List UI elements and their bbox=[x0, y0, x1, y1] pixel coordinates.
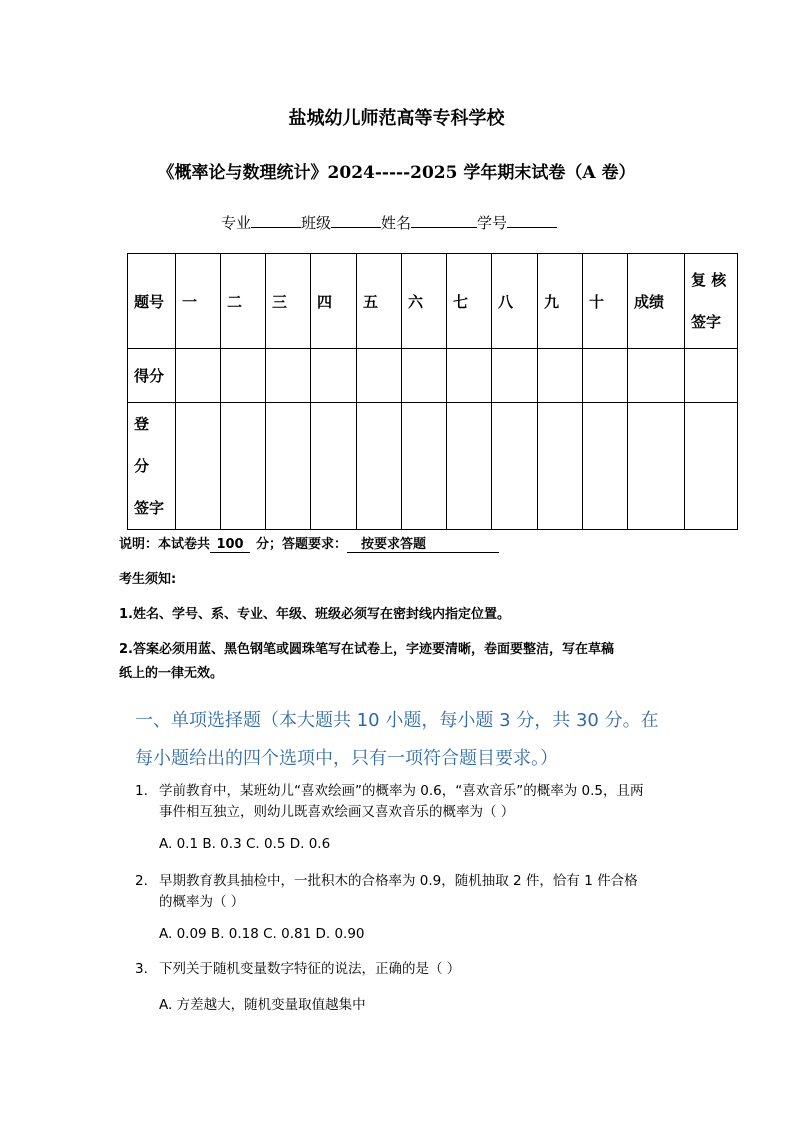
row-label-signature bbox=[128, 403, 176, 530]
col-header: 十 bbox=[583, 254, 628, 349]
score-cell[interactable] bbox=[176, 349, 221, 403]
question-2 bbox=[135, 871, 695, 915]
signature-cell[interactable] bbox=[583, 403, 628, 530]
student-info-line bbox=[221, 212, 557, 233]
class-label: 班级 bbox=[301, 214, 332, 232]
signature-cell[interactable] bbox=[311, 403, 357, 530]
signature-label-line1: 登分 bbox=[134, 415, 156, 475]
notice-rule-1: 1.姓名、学号、系、专业、年级、班级必须写在密封线内指定位置。 bbox=[119, 607, 510, 622]
signature-cell[interactable] bbox=[266, 403, 311, 530]
signature-cell[interactable] bbox=[402, 403, 447, 530]
signature-cell[interactable] bbox=[685, 403, 738, 530]
col-header: 二 bbox=[221, 254, 266, 349]
score-cell[interactable] bbox=[402, 349, 447, 403]
score-cell[interactable] bbox=[311, 349, 357, 403]
notice-rule-2-line1: 2.答案必须用蓝、黑色钢笔或圆珠笔写在试卷上，字迹要清晰，卷面要整洁，写在草稿 bbox=[119, 642, 614, 657]
signature-cell[interactable] bbox=[492, 403, 538, 530]
question-text-line1: 下列关于随机变量数字特征的说法，正确的是（ ） bbox=[159, 961, 461, 977]
col-header: 六 bbox=[402, 254, 447, 349]
signature-cell[interactable] bbox=[447, 403, 492, 530]
score-cell-review[interactable] bbox=[685, 349, 738, 403]
col-header: 一 bbox=[176, 254, 221, 349]
id-blank[interactable] bbox=[507, 213, 557, 228]
review-label-line2: 签字 bbox=[691, 313, 722, 331]
notice-title: 考生须知: bbox=[119, 572, 177, 587]
row-label-score: 得分 bbox=[128, 349, 176, 403]
col-header-total: 成绩 bbox=[628, 254, 685, 349]
col-header: 七 bbox=[447, 254, 492, 349]
col-header: 八 bbox=[492, 254, 538, 349]
signature-label-line2: 签字 bbox=[134, 499, 165, 517]
table-row-scores bbox=[128, 349, 738, 403]
score-cell[interactable] bbox=[583, 349, 628, 403]
score-cell[interactable] bbox=[447, 349, 492, 403]
school-name: 盐城幼儿师范高等专科学校 bbox=[288, 108, 505, 129]
name-blank[interactable] bbox=[411, 213, 477, 228]
major-blank[interactable] bbox=[251, 213, 301, 228]
desc-prefix: 说明：本试卷共 bbox=[119, 537, 211, 552]
question-number: 2. bbox=[135, 873, 148, 889]
score-cell-total[interactable] bbox=[628, 349, 685, 403]
table-row-question-numbers bbox=[128, 254, 738, 349]
desc-mid: 分；答题要求： bbox=[256, 537, 348, 552]
section-heading-line1: 一、单项选择题（本大题共 10 小题，每小题 3 分，共 30 分。在 bbox=[135, 710, 659, 731]
question-number: 3. bbox=[135, 961, 148, 977]
notice-rule-2-line2: 纸上的一律无效。 bbox=[119, 666, 224, 681]
col-header: 五 bbox=[357, 254, 402, 349]
name-label: 姓名 bbox=[381, 214, 412, 232]
question-text-line1: 早期教育教具抽检中，一批积木的合格率为 0.9，随机抽取 2 件，恰有 1 件合格 bbox=[159, 873, 638, 889]
signature-cell[interactable] bbox=[628, 403, 685, 530]
question-1 bbox=[135, 781, 695, 825]
section-heading-line2: 每小题给出的四个选项中，只有一项符合题目要求。） bbox=[135, 748, 558, 769]
score-cell[interactable] bbox=[492, 349, 538, 403]
major-label: 专业 bbox=[221, 214, 252, 232]
exam-description bbox=[119, 533, 499, 553]
question-1-options: A. 0.1 B. 0.3 C. 0.5 D. 0.6 bbox=[159, 836, 331, 852]
question-text-line2: 事件相互独立，则幼儿既喜欢绘画又喜欢音乐的概率为（ ） bbox=[159, 804, 515, 820]
col-header-review bbox=[685, 254, 738, 349]
total-score-value: 100 bbox=[210, 537, 250, 553]
col-header: 九 bbox=[538, 254, 583, 349]
signature-cell[interactable] bbox=[221, 403, 266, 530]
question-2-options: A. 0.09 B. 0.18 C. 0.81 D. 0.90 bbox=[159, 926, 365, 942]
score-cell[interactable] bbox=[357, 349, 402, 403]
score-cell[interactable] bbox=[266, 349, 311, 403]
question-text-line2: 的概率为（ ） bbox=[159, 894, 245, 910]
table-row-signature bbox=[128, 403, 738, 530]
signature-cell[interactable] bbox=[538, 403, 583, 530]
score-cell[interactable] bbox=[538, 349, 583, 403]
signature-cell[interactable] bbox=[176, 403, 221, 530]
row-label-question-no: 题号 bbox=[128, 254, 176, 349]
signature-cell[interactable] bbox=[357, 403, 402, 530]
col-header: 四 bbox=[311, 254, 357, 349]
review-label-line1: 复 核 bbox=[691, 271, 727, 289]
col-header: 三 bbox=[266, 254, 311, 349]
question-3 bbox=[135, 959, 695, 981]
score-table bbox=[127, 253, 738, 530]
exam-title: 《概率论与数理统计》2024-----2025 学年期末试卷（A 卷） bbox=[157, 163, 636, 183]
id-label: 学号 bbox=[477, 214, 508, 232]
question-3-option-a: A. 方差越大，随机变量取值越集中 bbox=[159, 997, 366, 1013]
class-blank[interactable] bbox=[331, 213, 381, 228]
question-text-line1: 学前教育中，某班幼儿“喜欢绘画”的概率为 0.6，“喜欢音乐”的概率为 0.5，且两 bbox=[159, 783, 644, 799]
score-cell[interactable] bbox=[221, 349, 266, 403]
question-number: 1. bbox=[135, 783, 148, 799]
answer-requirement: 按要求答题 bbox=[347, 533, 499, 553]
